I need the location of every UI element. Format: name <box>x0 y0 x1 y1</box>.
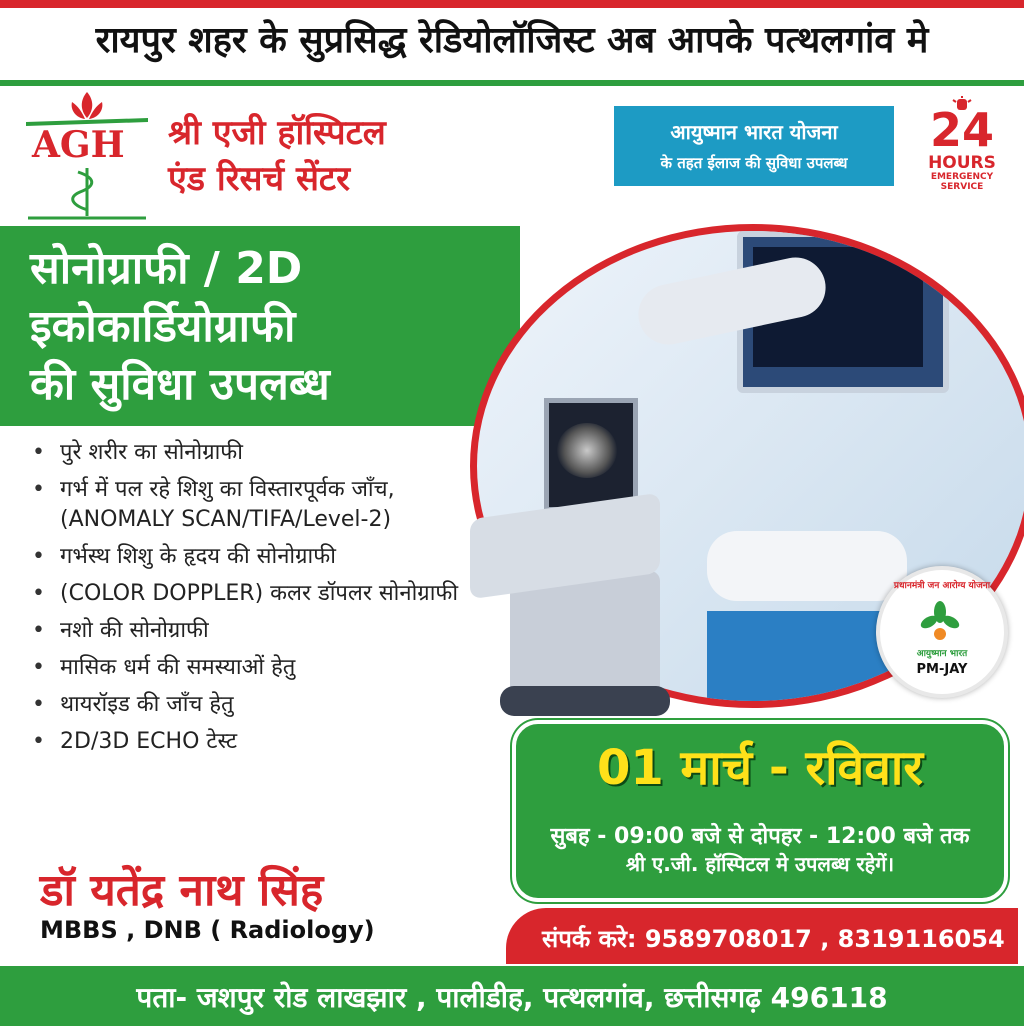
pmjay-arc-text: प्रधानमंत्री जन आरोग्य योजना <box>893 581 991 591</box>
top-red-stripe <box>0 0 1024 8</box>
hospital-name-line2: एंड रिसर्च सेंटर <box>168 159 350 199</box>
machine-base <box>500 686 670 716</box>
emergency-badge <box>922 96 1002 200</box>
banner-headline: रायपुर शहर के सुप्रसिद्ध रेडियोलॉजिस्ट अब आपके पत्थलगांव मे <box>95 20 929 61</box>
list-item: • (COLOR DOPPLER) कलर डॉपलर सोनोग्राफी <box>28 579 488 609</box>
list-item: • थायरॉइड की जाँच हेतु <box>28 690 488 720</box>
emergency-number: 24 <box>929 103 994 157</box>
hospital-name <box>168 110 386 202</box>
contact-bar <box>506 908 1018 964</box>
contact-phone[interactable]: संपर्क करे: 9589708017 , 8319116054 <box>542 925 1005 953</box>
ayushman-notice <box>614 106 894 186</box>
address-bar <box>0 966 1024 1026</box>
gloved-hand <box>707 531 907 601</box>
service-title-line3: की सुविधा उपलब्ध <box>30 359 330 410</box>
doctor-degree: MBBS , DNB ( Radiology) <box>40 916 375 944</box>
list-item: • नशो की सोनोग्राफी <box>28 616 488 646</box>
list-item: • पुरे शरीर का सोनोग्राफी <box>28 438 488 468</box>
list-item: • गर्भ में पल रहे शिशु का विस्तारपूर्वक जाँच, (ANOMALY SCAN/TIFA/Level-2) <box>28 475 488 535</box>
list-item: • गर्भस्थ शिशु के हृदय की सोनोग्राफी <box>28 542 488 572</box>
address-text: पता- जशपुर रोड लाखझार , पालीडीह, पत्थलगांव, छत्तीसगढ़ 496118 <box>136 981 888 1014</box>
pmjay-subtitle: आयुष्मान भारत <box>916 649 968 659</box>
service-title-line1: सोनोग्राफी / 2D <box>30 243 303 294</box>
schedule-date: 01 मार्च - रविवार <box>597 740 923 796</box>
title-panel <box>0 226 520 426</box>
pmjay-badge <box>876 566 1008 698</box>
ultrasound-machine-image <box>470 396 670 726</box>
pmjay-label: PM-JAY <box>916 662 968 677</box>
schedule-note: श्री ए.जी. हॉस्पिटल मे उपलब्ध रहेगें। <box>625 852 895 876</box>
services-list <box>28 438 488 764</box>
leaf-icon <box>920 600 960 644</box>
logo-text: AGH <box>32 124 125 166</box>
machine-screen <box>544 398 638 512</box>
list-item: • मासिक धर्म की समस्याओं हेतु <box>28 653 488 683</box>
ayushman-title: आयुष्मान भारत योजना <box>670 120 838 144</box>
doctor-name: डॉ यतेंद्र नाथ सिंह <box>40 865 324 916</box>
emergency-hours: HOURS <box>928 153 996 173</box>
top-banner <box>0 0 1024 86</box>
emergency-line1: EMERGENCY <box>930 172 994 182</box>
list-item: • 2D/3D ECHO टेस्ट <box>28 727 488 757</box>
emergency-line2: SERVICE <box>940 182 984 192</box>
ayushman-subtitle: के तहत ईलाज की सुविधा उपलब्ध <box>660 154 848 172</box>
hospital-name-line1: श्री एजी हॉस्पिटल <box>168 113 386 153</box>
schedule-time: सुबह - 09:00 बजे से दोपहर - 12:00 बजे तक <box>550 824 970 849</box>
service-title <box>30 240 500 414</box>
service-title-line2: इकोकार्डियोग्राफी <box>30 301 296 352</box>
schedule-box <box>512 720 1008 902</box>
agh-logo <box>22 88 152 223</box>
